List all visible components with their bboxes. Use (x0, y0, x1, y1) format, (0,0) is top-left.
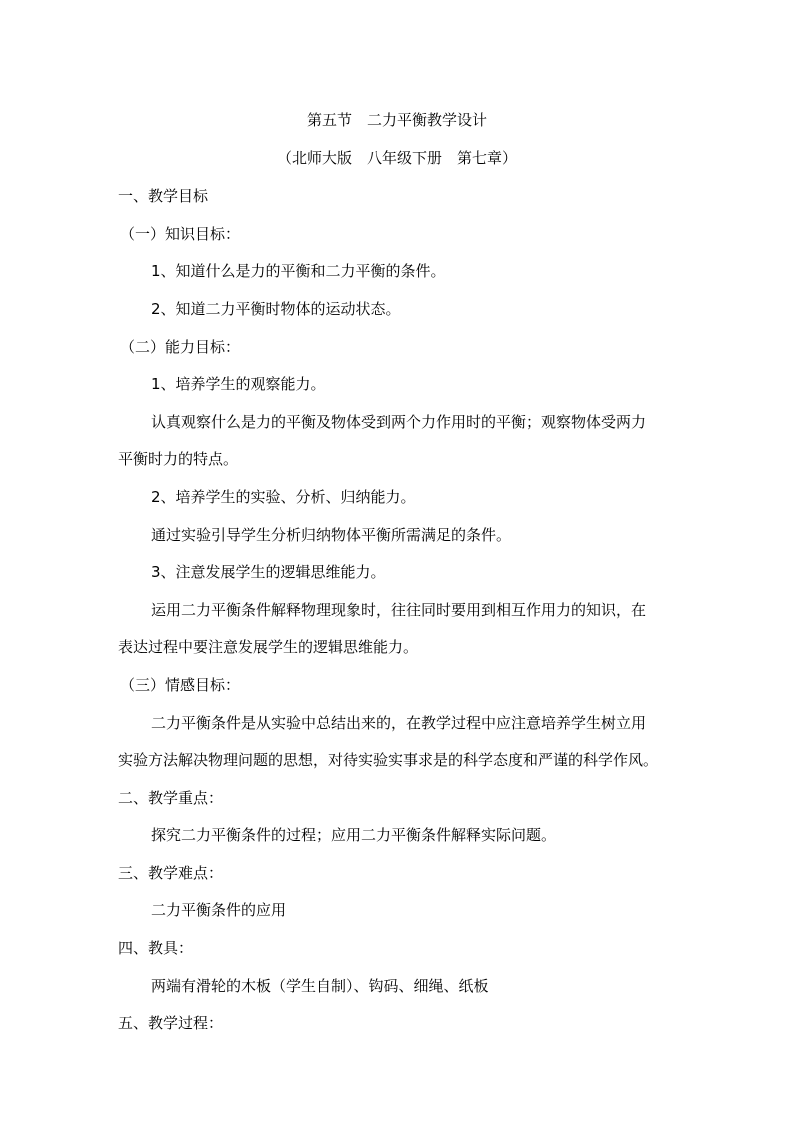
heading-teaching-process: 五、教学过程： (118, 1014, 224, 1032)
knowledge-item-1: 1、知道什么是力的平衡和二力平衡的条件。 (151, 262, 446, 280)
ability-item-2-paragraph: 通过实验引导学生分析归纳物体平衡所需满足的条件。 (151, 526, 512, 544)
key-points-paragraph: 探究二力平衡条件的过程；应用二力平衡条件解释实际问题。 (151, 826, 557, 844)
knowledge-item-2: 2、知道二力平衡时物体的运动状态。 (151, 300, 401, 318)
heading-teaching-goals: 一、教学目标 (118, 187, 209, 205)
emotion-paragraph-line-2: 实验方法解决物理问题的思想，对待实验实事求是的科学态度和严谨的科学作风。 (118, 751, 659, 769)
ability-item-3-paragraph-line-1: 运用二力平衡条件解释物理现象时，往往同时要用到相互作用力的知识，在 (151, 601, 647, 619)
heading-ability-goals: （二）能力目标： (120, 338, 241, 356)
ability-item-1: 1、培养学生的观察能力。 (151, 375, 326, 393)
ability-item-2: 2、培养学生的实验、分析、归纳能力。 (151, 488, 416, 506)
ability-item-3-paragraph-line-2: 表达过程中要注意发展学生的逻辑思维能力。 (118, 638, 419, 656)
page-subtitle: （北师大版 八年级下册 第七章） (276, 149, 517, 167)
heading-knowledge-goals: （一）知识目标： (120, 225, 241, 243)
ability-item-1-paragraph-line-1: 认真观察什么是力的平衡及物体受到两个力作用时的平衡；观察物体受两力 (151, 413, 647, 431)
ability-item-1-paragraph-line-2: 平衡时力的特点。 (118, 450, 239, 468)
heading-key-points: 二、教学重点： (118, 789, 224, 807)
heading-teaching-aids: 四、教具： (118, 939, 194, 957)
page-title: 第五节 二力平衡教学设计 (306, 111, 487, 129)
heading-emotion-goals: （三）情感目标： (120, 676, 241, 694)
heading-difficulties: 三、教学难点： (118, 864, 224, 882)
emotion-paragraph-line-1: 二力平衡条件是从实验中总结出来的，在教学过程中应注意培养学生树立用 (151, 714, 647, 732)
difficulties-paragraph: 二力平衡条件的应用 (151, 901, 287, 919)
ability-item-3: 3、注意发展学生的逻辑思维能力。 (151, 563, 386, 581)
teaching-aids-paragraph: 两端有滑轮的木板（学生自制）、钩码、细绳、纸板 (151, 977, 489, 995)
